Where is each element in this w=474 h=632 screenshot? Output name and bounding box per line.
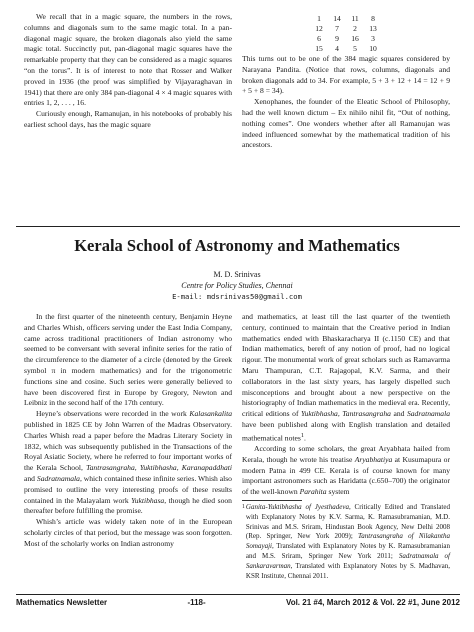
magic-square-cell: 6: [317, 34, 321, 43]
magic-square-cell: 3: [371, 34, 375, 43]
magic-square-cell: 13: [369, 24, 377, 33]
body-right-paragraph-2: According to some scholars, the great Aryabhata hailed from Kerala, though he wrote his treatise Aryabhatiya at Kusumapura or modern Patna in 499 CE. Kerala is of course known for many important astronomers such as Haridatta (c.650–700) the originator of the well-known Parahita system: [242, 444, 450, 497]
magic-square-cell: 4: [335, 44, 339, 53]
footnote-marker: 1: [242, 504, 245, 511]
body-left-paragraph-3: Whish’s article was widely taken note of in the European scholarly circles of that period, but the message was soon forgotten. Most of the scholarly works on Indian astronomy: [24, 517, 232, 548]
magic-square-cell: 11: [351, 14, 359, 23]
footnote-text: Ganita-Yuktibhasha of Jyesthadeva, Critically Edited and Translated with Explanatory Notes by K.V. Sarma, K. Ramasubramanian, M.D. Srinivas and M.S. Sriram, Hindustan Book Agency, New Delhi 2008 (Rep. Springer, New York 2009); Tantrasangraha of Nilakantha Somayaji, Translated with Explanatory Notes by K. Ramasubramanian and M.S. Sriram, Springer New York 2011; Sadratnamala of Sankaravarman, Translated with Explanatory Notes by S. Madhavan, KSR Institute, Chennai 2011.: [245, 503, 450, 580]
top-right-paragraph-1: This turns out to be one of the 384 magic squares considered by Narayana Pandita. (Notice that rows, columns, diagonals and broken diagonals add to 34. For example, 5 + 3 + 12 + 14 = 12 + 9 + 5 + 8 = 34).: [242, 54, 450, 96]
top-left-paragraph-2: Curiously enough, Ramanujan, in his notebooks of probably his earliest school days, has the magic square: [24, 109, 232, 129]
magic-square-cell: 15: [315, 44, 323, 53]
article-title: Kerala School of Astronomy and Mathematics: [74, 236, 400, 255]
magic-square-cell: 5: [353, 44, 357, 53]
footnote-divider: [242, 500, 302, 501]
footnote: [242, 503, 450, 581]
magic-square-cell: 14: [333, 14, 341, 23]
issue-info: Vol. 21 #4, March 2012 & Vol. 22 #1, June 2012: [285, 598, 460, 607]
top-left-column: [24, 12, 232, 131]
section-divider: [16, 226, 460, 227]
magic-square-cell: 12: [315, 24, 323, 33]
footnote-ref[interactable]: 1: [300, 431, 305, 439]
body-left-column: [24, 312, 232, 550]
page-footer: [16, 598, 460, 607]
body-left-paragraph-1: In the first quarter of the nineteenth century, Benjamin Heyne and Charles Whish, officers serving under the East India Company, came across traditional practitioners of Indian astronomy who seemed to be conversant with several infinite series for the ratio of the circumference to the diameter of a circle (denoted by the Greek symbol π in modern mathematics) and for the trigonometric functions sine and cosine. Such series were generally believed to have been discovered first in Europe by Gregory, Newton and Leibniz in the second half of the 17th century.: [24, 312, 232, 408]
magic-square: [310, 14, 382, 54]
magic-square-row: [310, 14, 382, 24]
body-right-column: [242, 312, 450, 581]
author-email: E-mail: mdsrinivas50@gmail.com: [172, 292, 302, 301]
magic-square-cell: 8: [371, 14, 375, 23]
magic-square-cell: 2: [353, 24, 357, 33]
magic-square-cell: 7: [335, 24, 339, 33]
magic-square-cell: 1: [317, 14, 321, 23]
magic-square-row: [310, 24, 382, 34]
article-author: M. D. Srinivas: [213, 270, 261, 279]
magic-square-cell: 16: [351, 34, 359, 43]
magic-square-row: [310, 44, 382, 54]
footer-divider: [16, 594, 460, 595]
top-right-column: [242, 12, 450, 151]
top-right-paragraph-2: Xenophanes, the founder of the Eleatic School of Philosophy, had the well known dictum – Ex nihilo nihil fit, “Out of nothing, nothing comes”. One wonders whether after all Ramanujan was indeed influenced somewhat by the mathematical tradition of his ancestors.: [242, 97, 450, 150]
top-left-paragraph-1: We recall that in a magic square, the numbers in the rows, columns and diagonals sum to the same magic total. In a pan-diagonal magic square, the broken diagonals also yield the same magic total. Succinctly put, pan-diagonal magic squares have the remarkable property that they can be considered as a magic squares “on the torus”. It is of interest to note that Rosser and Walker proved in 1936 (the proof was simplified by Vijayaraghavan in 1941) that there are only 384 pan-diagonal 4 × 4 magic squares with entries 1, 2, . . . , 16.: [24, 12, 232, 108]
author-affiliation: Centre for Policy Studies, Chennai: [181, 281, 293, 290]
magic-square-cell: 9: [335, 34, 339, 43]
magic-square-cell: 10: [369, 44, 377, 53]
page-number: -118-: [187, 598, 206, 607]
body-right-paragraph-1: and mathematics, at least till the last quarter of the twentieth century, continued to maintain that the Creative period in Indian mathematics ended with Bhaskaracharya II (c.1150 CE) and that Indian mathematics, bereft of any notion of proof, had no logical rigour. The monumental work of great scholars such as Ramavarma Maru Thampuran, C.T. Rajagopal, K.V. Sarma, and their collaborators in the last sixty years, has largely dispelled such misconceptions and brought about a new perspective on the historiography of Indian mathematics in the medieval era. Recently, critical editions of Yuktibhasha, Tantrasangraha and Sadratnamala have been published along with English translation and detailed mathematical notes$^1$.: [242, 312, 450, 443]
magic-square-row: [310, 34, 382, 44]
newsletter-name: Mathematics Newsletter: [16, 598, 108, 607]
body-left-paragraph-2: Heyne’s observations were recorded in the work Kalasankalita published in 1825 CE by John Warren of the Madras Observatory. Charles Whish read a paper before the Madras Literary Society in 1832, which was subsequently published in the Transactions of the Royal Asiatic Society, where he referred to four important works of the Kerala School, Tantrasangraha, Yuktibhasha, Karanapaddhati and Sadratnamala, which contained these infinite series. Whish also promised to outline the very interesting proofs of these results contained in the Malayalam work Yuktibhasa, though he died soon thereafter before fulfilling the promise.: [24, 409, 233, 516]
